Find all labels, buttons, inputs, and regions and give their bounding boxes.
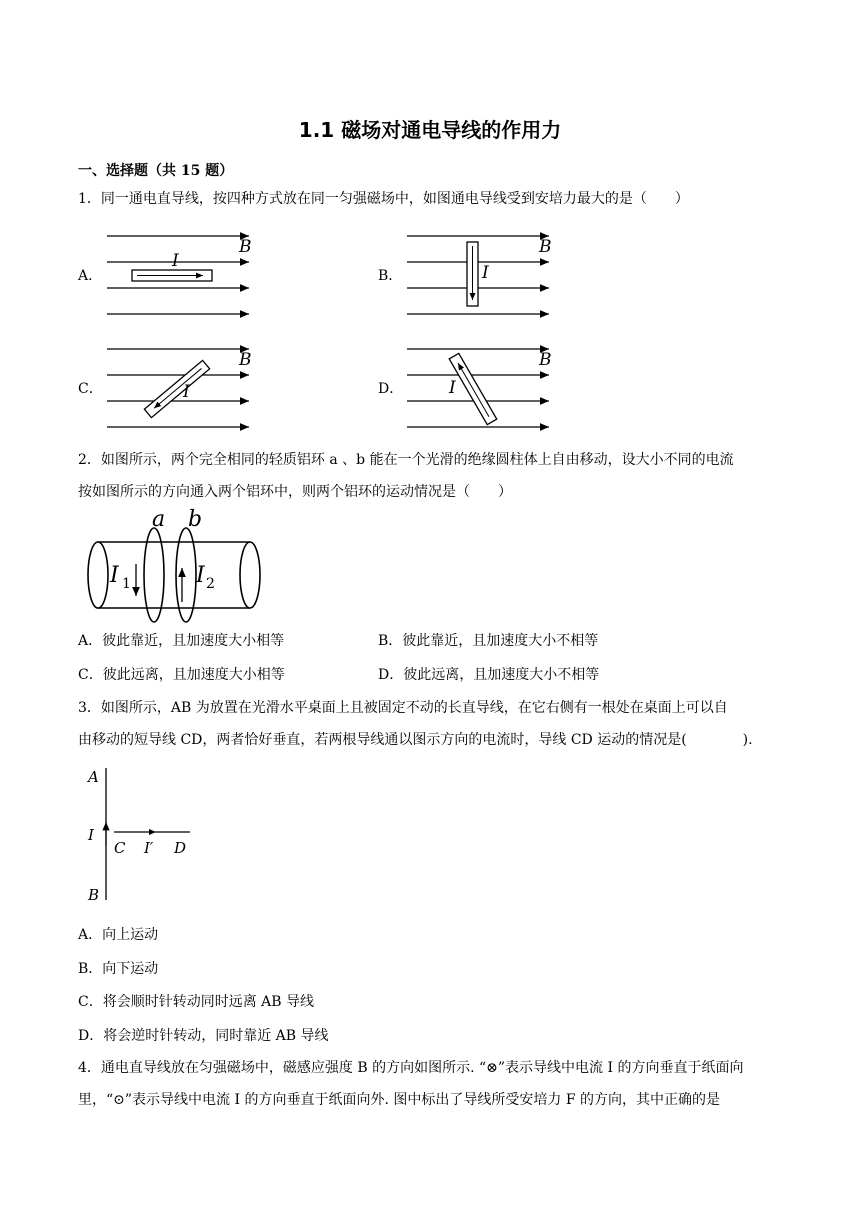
q2-option-a[interactable]: A．彼此靠近，且加速度大小相等	[78, 633, 285, 649]
ring-label-b: b	[188, 507, 203, 532]
q1-option-a[interactable]: A．	[78, 268, 103, 284]
q3-option-c[interactable]: C．将会顺时针转动同时远离 AB 导线	[78, 994, 315, 1010]
q1-option-b[interactable]: B．	[378, 268, 403, 284]
current-label-i1: I	[110, 563, 119, 588]
q1-option-c[interactable]: C．	[78, 381, 103, 397]
page-title: 1.1 磁场对通电导线的作用力	[298, 118, 562, 142]
q1-option-d[interactable]: D．	[378, 381, 404, 397]
q4-stem-line1: 4．通电直导线放在匀强磁场中，磁感应强度 B 的方向如图所示. “⊗”表示导线中电流 I 的方向垂直于纸面向	[78, 1060, 744, 1076]
q2-option-d[interactable]: D．彼此远离，且加速度大小不相等	[378, 667, 600, 683]
q3-option-d[interactable]: D．将会逆时针转动，同时靠近 AB 导线	[78, 1028, 329, 1044]
q2-option-b[interactable]: B．彼此靠近，且加速度大小不相等	[378, 633, 599, 649]
q3-option-a[interactable]: A．向上运动	[78, 927, 159, 943]
q3-wire-figure	[84, 768, 204, 904]
wire-end-b: B	[88, 886, 100, 904]
q1-figure-c	[105, 343, 255, 433]
q1-figure-b	[405, 230, 555, 320]
q3-stem-line2: 由移动的短导线 CD，两者恰好垂直，若两根导线通以图示方向的电流时，导线 CD 运动的情况是( ).	[78, 732, 753, 748]
q2-option-c[interactable]: C．彼此远离，且加速度大小相等	[78, 667, 285, 683]
field-label-b: B	[239, 350, 252, 370]
q2-stem-line1: 2．如图所示，两个完全相同的轻质铝环 a 、b 能在一个光滑的绝缘圆柱体上自由移动，设大小不同的电流	[78, 452, 734, 468]
current-label-i: I	[482, 263, 489, 283]
section-heading: 一、选择题（共 15 题）	[78, 163, 234, 179]
wire-end-d: D	[174, 839, 187, 857]
field-label-b: B	[539, 350, 552, 370]
q1-figure-d	[405, 343, 555, 433]
current-label-i: I	[88, 826, 94, 844]
q3-option-b[interactable]: B．向下运动	[78, 961, 159, 977]
current-label-i: I	[183, 382, 190, 402]
field-label-b: B	[239, 237, 252, 257]
current-label-i-prime: I′	[144, 839, 154, 857]
q2-cylinder-figure	[88, 508, 268, 618]
current-label-i: I	[172, 251, 179, 271]
wire-end-a: A	[88, 768, 99, 786]
ring-label-a: a	[152, 507, 166, 532]
q1-stem: 1．同一通电直导线，按四种方式放在同一匀强磁场中，如图通电导线受到安培力最大的是（ ）	[78, 191, 689, 207]
q1-figure-a	[105, 228, 255, 318]
wire-end-c: C	[114, 839, 126, 857]
q3-stem-line1: 3．如图所示，AB 为放置在光滑水平桌面上且被固定不动的长直导线，在它右侧有一根处在桌面上可以自	[78, 700, 728, 716]
current-label-i: I	[449, 378, 456, 398]
current-label-i2: I	[196, 563, 205, 588]
current-sub-2: 2	[206, 576, 215, 592]
q4-stem-line2: 里，“⊙”表示导线中电流 I 的方向垂直于纸面向外. 图中标出了导线所受安培力 F 的方向，其中正确的是	[78, 1092, 720, 1108]
field-label-b: B	[539, 237, 552, 257]
current-sub-1: 1	[122, 576, 131, 592]
q2-stem-line2: 按如图所示的方向通入两个铝环中，则两个铝环的运动情况是（ ）	[78, 484, 512, 500]
